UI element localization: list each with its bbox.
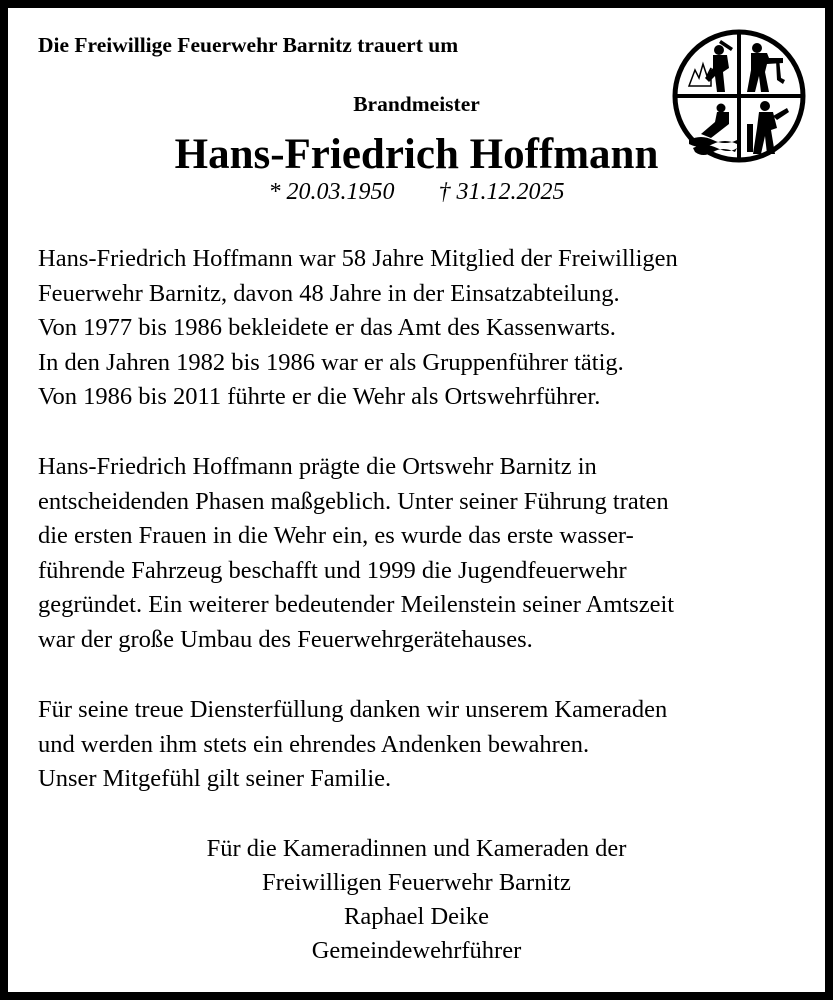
text-line: Hans-Friedrich Hoffmann war 58 Jahre Mitglied der Freiwilligen xyxy=(38,245,678,272)
text-line: führende Fahrzeug beschafft und 1999 die Jugendfeuerwehr xyxy=(38,556,627,584)
text-line: und werden ihm stets ein ehrendes Andenken bewahren. xyxy=(38,730,590,758)
birth-date: * 20.03.1950 xyxy=(268,179,395,205)
text-line: entscheidenden Phasen maßgeblich. Unter seiner Führung traten xyxy=(38,487,669,515)
paragraph-achievements xyxy=(38,450,818,657)
rank-title: Brandmeister xyxy=(353,92,480,116)
text-line: Hans-Friedrich Hoffmann prägte die Ortswehr Barnitz in xyxy=(38,453,597,480)
text-line: war der große Umbau des Feuerwehrgerätehauses. xyxy=(38,625,533,653)
signature-block xyxy=(0,832,833,968)
life-dates xyxy=(0,179,833,206)
text-line: gegründet. Ein weiterer bedeutender Meilenstein seiner Amtszeit xyxy=(38,591,675,618)
signatory-role: Gemeindewehrführer xyxy=(311,937,522,964)
paragraph-gratitude xyxy=(38,693,818,797)
intro-text: Die Freiwillige Feuerwehr Barnitz trauert um xyxy=(38,33,459,57)
signature-line: Freiwilligen Feuerwehr Barnitz xyxy=(262,869,571,896)
text-line: Für seine treue Diensterfüllung danken wir unserem Kameraden xyxy=(38,696,668,723)
text-line: Von 1977 bis 1986 bekleidete er das Amt des Kassenwarts. xyxy=(38,314,616,341)
text-line: die ersten Frauen in die Wehr ein, es wurde das erste wasser- xyxy=(38,522,634,549)
death-date: † 31.12.2025 xyxy=(438,179,565,205)
text-line: In den Jahren 1982 bis 1986 war er als Gruppenführer tätig. xyxy=(38,348,624,376)
text-line: Von 1986 bis 2011 führte er die Wehr als Ortswehrführer. xyxy=(38,383,601,410)
paragraph-service xyxy=(38,242,818,415)
deceased-name: Hans-Friedrich Hoffmann xyxy=(174,131,659,178)
signatory-name: Raphael Deike xyxy=(344,903,489,930)
text-line: Feuerwehr Barnitz, davon 48 Jahre in der Einsatzabteilung. xyxy=(38,279,620,307)
signature-line: Für die Kameradinnen und Kameraden der xyxy=(206,835,627,862)
text-line: Unser Mitgefühl gilt seiner Familie. xyxy=(38,765,392,792)
